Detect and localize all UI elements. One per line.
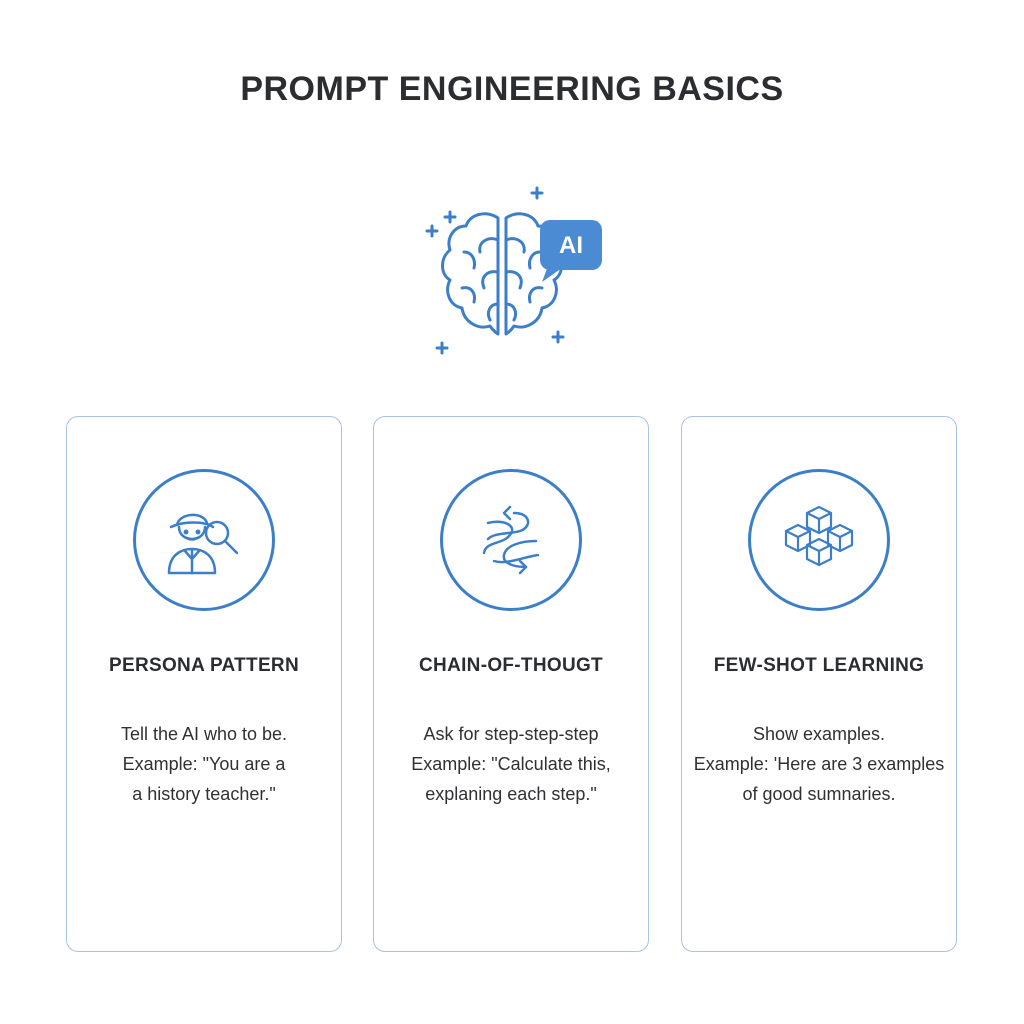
card-title: FEW-SHOT LEARNING: [713, 655, 925, 676]
card-text-line: Ask for step-step-step: [423, 724, 599, 744]
card-text-line: Tell the AI who to be.: [120, 724, 288, 744]
card-text-line: Example: "Calculate this,: [411, 754, 611, 774]
flow-arrows-icon: [466, 495, 556, 585]
detective-magnifier-icon: [159, 495, 249, 585]
page-title: PROMPT ENGINEERING BASICS: [240, 70, 784, 108]
card-text-line: Example: 'Here are 3 examples: [693, 754, 945, 774]
card-few-shot-learning: [681, 416, 957, 952]
card-description: [57, 719, 351, 809]
card-text-line: Example: "You are a: [122, 754, 286, 774]
cubes-icon: [774, 495, 864, 585]
card-icon-circle: [440, 469, 582, 611]
card-title: PERSONA PATTERN: [109, 655, 299, 676]
card-text-line: explaning each step.": [425, 784, 597, 804]
card-text-line: of good sumnaries.: [742, 784, 896, 804]
card-description: [364, 719, 658, 809]
card-icon-circle: [748, 469, 890, 611]
card-chain-of-thought: [373, 416, 649, 952]
brain-ai-icon: [420, 180, 620, 360]
hero-illustration: [420, 180, 620, 360]
card-description: [672, 719, 966, 809]
ai-badge-label: AI: [559, 232, 583, 259]
card-icon-circle: [133, 469, 275, 611]
card-text-line: Show examples.: [752, 724, 886, 744]
card-title: CHAIN-OF-THOUGT: [419, 655, 603, 676]
card-persona-pattern: [66, 416, 342, 952]
card-text-line: a history teacher.": [132, 784, 276, 804]
